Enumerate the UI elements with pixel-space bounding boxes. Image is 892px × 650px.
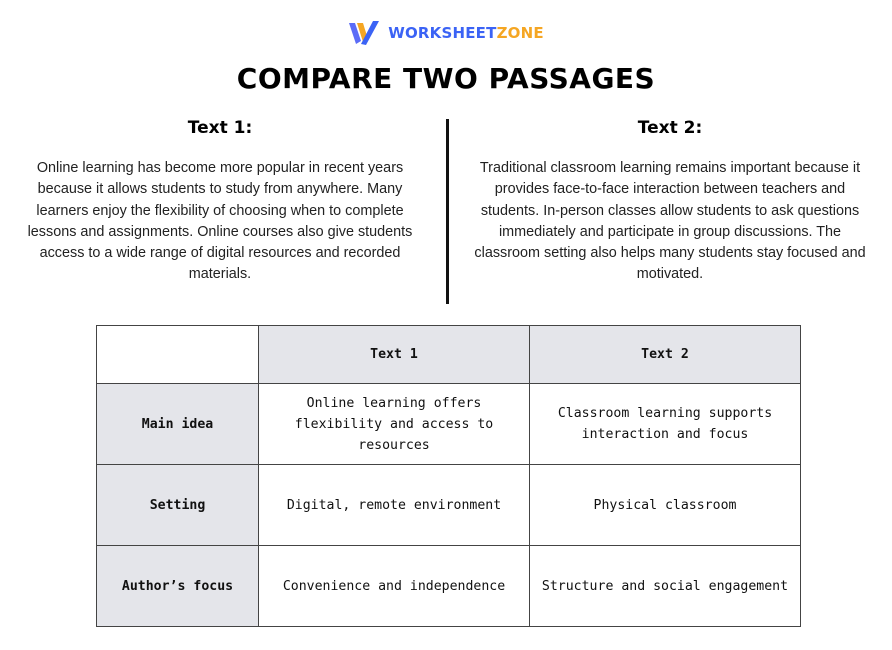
table-cell: Classroom learning supports interaction and focus [530, 384, 801, 465]
column-header-text-1: Text 1 [259, 326, 530, 384]
table-row [97, 546, 801, 627]
table-cell: Online learning offers flexibility and access to resources [259, 384, 530, 465]
table-cell: Convenience and independence [259, 546, 530, 627]
passage-text-1 [20, 118, 420, 286]
row-header-authors-focus: Author’s focus [97, 546, 259, 627]
brand-name-part2: ZONE [496, 24, 544, 42]
passage-text-2 [470, 118, 870, 286]
brand-name [388, 24, 544, 42]
table-cell: Structure and social engagement [530, 546, 801, 627]
passage-body: Traditional classroom learning remains important because it provides face-to-face interaction between teachers and students. In-person classes allow students to ask questions immediately and participate in group discussions. The classroom setting also helps many students stay focused and motivated. [474, 160, 866, 283]
table-header-row [97, 326, 801, 384]
table-row [97, 384, 801, 465]
vertical-divider [446, 119, 449, 304]
table-cell: Physical classroom [530, 465, 801, 546]
worksheetzone-logo-icon [348, 20, 382, 46]
table-cell: Digital, remote environment [259, 465, 530, 546]
table-row [97, 465, 801, 546]
passage-body: Online learning has become more popular in recent years because it allows students to study from anywhere. Many learners enjoy the flexibility of choosing when to complete lessons and assignments. Online courses also give students access to a wide range of digital resources and recorded materials. [27, 160, 413, 283]
brand-logo [0, 20, 892, 46]
row-header-setting: Setting [97, 465, 259, 546]
page-title: COMPARE TWO PASSAGES [236, 62, 656, 95]
table-corner-cell [97, 326, 259, 384]
column-header-text-2: Text 2 [530, 326, 801, 384]
brand-name-part1: WORKSHEET [388, 24, 497, 42]
comparison-table [96, 325, 801, 627]
passage-heading: Text 1: [187, 118, 253, 138]
row-header-main-idea: Main idea [97, 384, 259, 465]
passage-heading: Text 2: [637, 118, 703, 138]
